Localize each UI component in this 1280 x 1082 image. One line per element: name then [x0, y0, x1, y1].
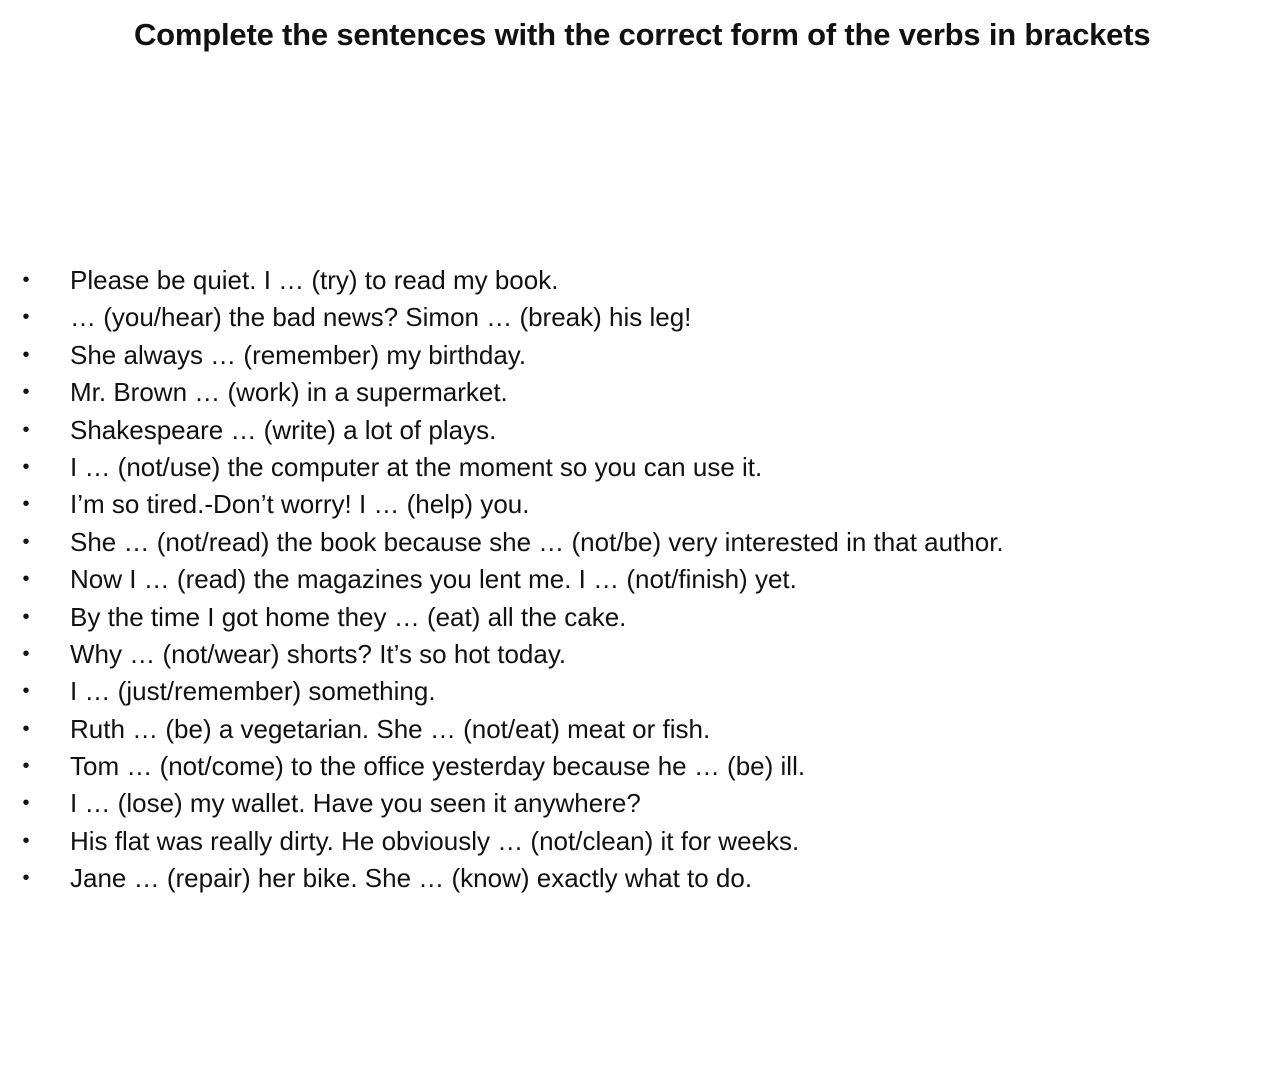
list-item	[0, 711, 1270, 748]
sentence-text: Jane … (repair) her bike. She … (know) exactly what to do.	[70, 863, 753, 894]
list-item	[0, 374, 1270, 411]
sentence-text: I … (not/use) the computer at the moment so you can use it.	[70, 451, 763, 482]
bullet-icon: •	[22, 269, 30, 291]
sentence-text: She always … (remember) my birthday.	[70, 339, 527, 370]
sentence-text: His flat was really dirty. He obviously … (not/clean) it for weeks.	[70, 825, 800, 856]
bullet-icon: •	[22, 642, 30, 665]
bullet-icon: •	[22, 493, 30, 516]
sentence-text: Mr. Brown … (work) in a supermarket.	[70, 377, 508, 408]
bullet-icon: •	[22, 717, 30, 740]
bullet-icon: •	[22, 418, 30, 441]
bullet-icon: •	[22, 343, 30, 366]
list-item	[0, 823, 1270, 860]
bullet-icon: •	[22, 306, 30, 329]
bullet-icon: •	[22, 568, 30, 591]
sentence-text: … (you/hear) the bad news? Simon … (break) his leg!	[70, 302, 692, 333]
sentence-text: I … (just/remember) something.	[70, 676, 436, 707]
bullet-icon: •	[22, 381, 30, 404]
sentence-text: Please be quiet. I … (try) to read my book.	[70, 265, 559, 295]
list-item	[0, 785, 1270, 822]
bullet-icon: •	[22, 455, 30, 478]
list-item	[0, 524, 1270, 561]
sentence-text: She … (not/read) the book because she … (not/be) very interested in that author.	[70, 526, 1004, 557]
bullet-icon: •	[22, 829, 30, 852]
bullet-icon: •	[22, 530, 30, 553]
list-item	[0, 486, 1270, 523]
list-item	[0, 599, 1270, 636]
sentence-text: Now I … (read) the magazines you lent me. I … (not/finish) yet.	[70, 564, 797, 595]
exercise-list	[0, 262, 1270, 898]
page-title: Complete the sentences with the correct form of the verbs in brackets	[134, 17, 1151, 52]
bullet-icon: •	[22, 605, 30, 628]
list-item	[0, 262, 1270, 299]
list-item	[0, 449, 1270, 486]
sentence-text: Why … (not/wear) shorts? It’s so hot today.	[70, 638, 567, 669]
sentence-text: I … (lose) my wallet. Have you seen it anywhere?	[70, 788, 641, 819]
list-item	[0, 337, 1270, 374]
list-item	[0, 412, 1270, 449]
list-item	[0, 673, 1270, 710]
bullet-icon: •	[22, 755, 30, 778]
sentence-text: Tom … (not/come) to the office yesterday because he … (be) ill.	[70, 751, 806, 782]
list-item	[0, 561, 1270, 598]
sentence-text: I’m so tired.-Don’t worry! I … (help) you.	[70, 489, 530, 520]
bullet-icon: •	[22, 867, 30, 890]
list-item	[0, 860, 1270, 897]
list-item	[0, 748, 1270, 785]
list-item	[0, 636, 1270, 673]
sentence-text: By the time I got home they … (eat) all the cake.	[70, 601, 627, 632]
bullet-icon: •	[22, 680, 30, 703]
sentence-text: Ruth … (be) a vegetarian. She … (not/eat) meat or fish.	[70, 713, 711, 744]
sentence-text: Shakespeare … (write) a lot of plays.	[70, 414, 497, 445]
list-item	[0, 299, 1270, 336]
bullet-icon: •	[22, 792, 30, 815]
